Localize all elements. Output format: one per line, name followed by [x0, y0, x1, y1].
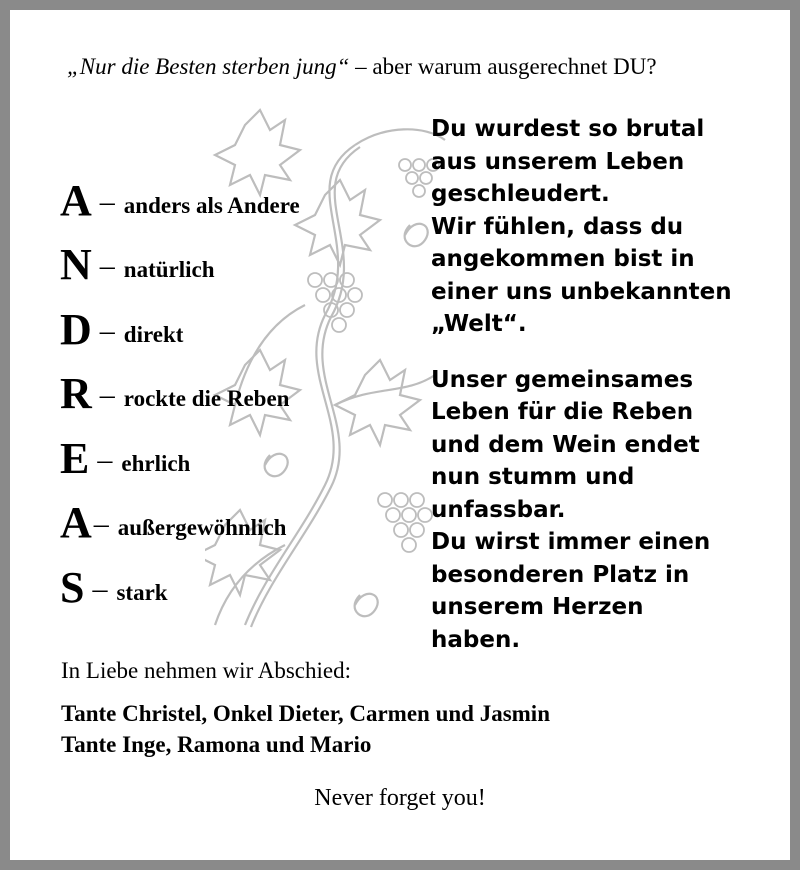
mourners-list — [61, 698, 550, 760]
acrostic-letter: D — [60, 304, 92, 354]
acrostic-word: direkt — [123, 321, 184, 347]
poem-line: nun stumm und — [431, 464, 635, 490]
acrostic-row — [60, 416, 300, 481]
acrostic-word: anders als Andere — [123, 192, 300, 218]
acrostic-letter: A — [60, 175, 92, 225]
acrostic-row — [60, 545, 300, 610]
poem-line: unfassbar. — [431, 496, 566, 523]
poem-line: „Welt“. — [431, 311, 527, 337]
acrostic-dash: – — [99, 249, 115, 282]
acrostic-dash: – — [99, 184, 115, 218]
quote-rest-text: – aber warum ausgerechnet DU? — [349, 54, 657, 79]
acrostic-list — [60, 158, 300, 610]
acrostic-dash: – — [99, 313, 115, 347]
poem-stanza — [431, 364, 732, 657]
acrostic-row — [60, 287, 300, 352]
acrostic-word: natürlich — [123, 257, 215, 282]
mourners-line: Tante Inge, Ramona und Mario — [61, 732, 372, 757]
acrostic-row — [60, 223, 300, 288]
obituary-card — [10, 10, 790, 860]
poem-line: Du wirst immer einen — [431, 529, 711, 555]
poem-line: aus unserem Leben — [431, 148, 685, 175]
poem-line: besonderen Platz in — [431, 561, 690, 588]
acrostic-word: rockte die Reben — [123, 386, 290, 411]
poem-stanza — [431, 113, 732, 341]
acrostic-letter: A — [60, 498, 92, 547]
poem-line: haben. — [431, 626, 521, 653]
acrostic-dash: – — [99, 378, 115, 411]
acrostic-letter: S — [60, 562, 85, 612]
poem-line: Du wurdest so brutal — [431, 116, 705, 142]
acrostic-dash: – — [97, 442, 113, 476]
acrostic-word: stark — [116, 579, 168, 605]
poem-line: geschleudert. — [431, 181, 610, 207]
acrostic-letter: E — [60, 433, 90, 483]
acrostic-dash: – — [93, 507, 109, 540]
poem-line: einer uns unbekannten — [431, 278, 732, 305]
poem-line: und dem Wein endet — [431, 431, 700, 458]
poem-text — [431, 113, 732, 656]
quote-italic-text: „Nur die Besten sterben jung“ — [67, 54, 350, 79]
poem-line: unserem Herzen — [431, 594, 644, 620]
acrostic-word: außergewöhnlich — [117, 515, 287, 540]
acrostic-row — [60, 158, 300, 223]
acrostic-word: ehrlich — [121, 450, 191, 476]
closing-line: Never forget you! — [314, 785, 486, 811]
acrostic-letter: R — [60, 369, 92, 418]
poem-line: Wir fühlen, dass du — [431, 213, 684, 240]
header-quote — [67, 54, 657, 80]
acrostic-row — [60, 481, 300, 546]
acrostic-row — [60, 352, 300, 417]
farewell-intro: In Liebe nehmen wir Abschied: — [61, 658, 351, 683]
stanza-gap — [431, 341, 732, 364]
poem-line: angekommen bist in — [431, 246, 695, 272]
mourners-line: Tante Christel, Onkel Dieter, Carmen und Jasmin — [61, 701, 550, 726]
poem-line: Leben für die Reben — [431, 399, 694, 425]
acrostic-letter: N — [60, 240, 92, 289]
poem-line: Unser gemeinsames — [431, 366, 694, 393]
acrostic-dash: – — [92, 571, 108, 605]
